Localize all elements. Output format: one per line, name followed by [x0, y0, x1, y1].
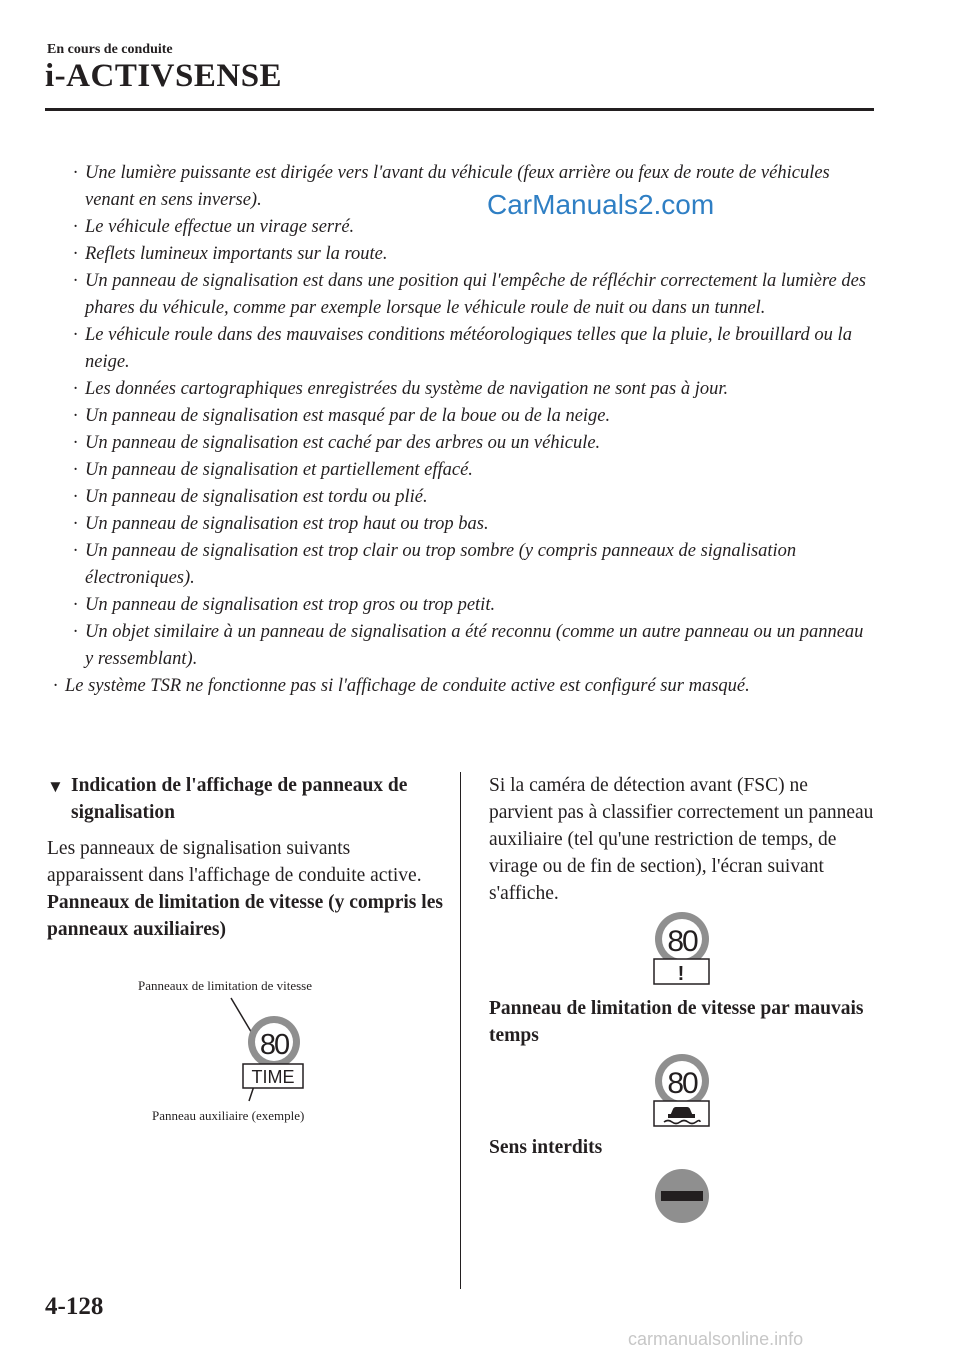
list-item	[58, 268, 873, 322]
triangle-down-icon: ▼	[47, 777, 64, 796]
chapter-title: i-ACTIVSENSE	[45, 58, 283, 94]
bullet-dot: ·	[73, 406, 78, 426]
bullet-dot: ·	[73, 163, 78, 183]
bullet-dot: ·	[73, 379, 78, 399]
list-item-text: Un panneau de signalisation et partiellement effacé.	[85, 460, 473, 480]
bullet-dot: ·	[53, 676, 58, 696]
speed-sign-unknown-aux	[650, 910, 714, 990]
column-divider	[460, 772, 461, 1289]
list-item	[58, 160, 873, 214]
footer-watermark: carmanualsonline.info	[628, 1329, 804, 1349]
list-item	[58, 484, 873, 511]
list-item	[58, 376, 873, 403]
bullet-dot: ·	[73, 595, 78, 615]
section-label: En cours de conduite	[47, 42, 173, 57]
bullet-dot: ·	[73, 541, 78, 561]
list-item	[58, 457, 873, 484]
speed-value: 80	[667, 925, 697, 958]
header-rule	[45, 108, 874, 111]
list-item	[58, 538, 873, 592]
list-item-text: Un panneau de signalisation est masqué par de la boue ou de la neige.	[85, 406, 611, 426]
figure-label-bottom: Panneau auxiliaire (exemple)	[152, 1108, 305, 1123]
list-item-text: Reflets lumineux importants sur la route.	[85, 244, 388, 264]
list-item-text: Les données cartographiques enregistrées du système de navigation ne sont pas à jour.	[85, 379, 729, 399]
aux-panel-text: TIME	[251, 1067, 295, 1087]
list-item-text: Un panneau de signalisation est trop clair ou trop sombre (y compris panneaux de signalisation électroniques).	[85, 541, 797, 588]
speed-sign-bad-weather	[650, 1052, 714, 1132]
list-item	[58, 214, 873, 241]
list-item-text: Un panneau de signalisation est trop haut ou trop bas.	[85, 514, 489, 534]
section-heading-text: Indication de l'affichage de panneaux de signalisation	[71, 775, 408, 823]
figure-label-top: Panneaux de limitation de vitesse	[138, 978, 313, 993]
intro-paragraph: Les panneaux de signalisation suivants apparaissent dans l'affichage de conduite active.	[47, 838, 422, 886]
list-item-text: Un panneau de signalisation est caché par des arbres ou un véhicule.	[85, 433, 601, 453]
list-item	[58, 322, 873, 376]
list-item	[53, 673, 873, 700]
bullet-dot: ·	[73, 244, 78, 264]
right-intro-paragraph: Si la caméra de détection avant (FSC) ne parvient pas à classifier correctement un panneau auxiliaire (tel qu'une restriction de temps, de virage ou de fin de section), l'écran suivant s'affiche.	[489, 775, 874, 904]
speed-limit-subheading: Panneaux de limitation de vitesse (y compris les panneaux auxiliaires)	[47, 892, 443, 940]
watermark: CarManuals2.com	[487, 189, 715, 220]
list-item-text: Un panneau de signalisation est dans une position qui l'empêche de réfléchir correctement la lumière des phares du véhicule, comme par exemple lorsque le véhicule roule de nuit ou dans un tunnel.	[85, 271, 866, 318]
section-heading	[47, 772, 447, 826]
bullet-dot: ·	[73, 433, 78, 453]
bullet-dot: ·	[73, 622, 78, 642]
right-column	[489, 772, 874, 907]
list-item-text: Le véhicule effectue un virage serré.	[85, 217, 355, 237]
list-item	[58, 592, 873, 619]
exclamation-icon: !	[677, 963, 685, 985]
bullet-dot: ·	[73, 460, 78, 480]
list-item	[58, 241, 873, 268]
speed-limit-aux-figure	[225, 995, 315, 1110]
list-item	[58, 619, 873, 673]
bullet-dot: ·	[73, 325, 78, 345]
no-entry-subheading: Sens interdits	[489, 1137, 603, 1158]
no-entry-icon	[652, 1166, 712, 1226]
speed-value: 80	[259, 1029, 289, 1061]
bullet-dot: ·	[73, 271, 78, 291]
list-item-text: Un panneau de signalisation est tordu ou plié.	[85, 487, 428, 507]
page-number: 4-128	[45, 1293, 104, 1320]
list-item	[58, 403, 873, 430]
list-item-text: Une lumière puissante est dirigée vers l'avant du véhicule (feux arrière ou feux de route de véhicules venant en sens inverse).	[85, 163, 830, 210]
list-item	[58, 430, 873, 457]
list-item	[58, 511, 873, 538]
weather-subheading: Panneau de limitation de vitesse par mauvais temps	[489, 998, 864, 1046]
bullet-dot: ·	[73, 514, 78, 534]
list-item-text: Un objet similaire à un panneau de signalisation a été reconnu (comme un autre panneau ou un panneau y ressemblant).	[85, 622, 864, 669]
speed-value: 80	[667, 1067, 697, 1100]
left-column	[47, 772, 447, 943]
list-item-text: Un panneau de signalisation est trop gros ou trop petit.	[85, 595, 496, 615]
list-item-text: Le véhicule roule dans des mauvaises conditions météorologiques telles que la pluie, le brouillard ou la neige.	[85, 325, 852, 372]
list-item-text: Le système TSR ne fonctionne pas si l'affichage de conduite active est configuré sur masqué.	[65, 676, 750, 696]
conditions-list	[53, 160, 873, 700]
bullet-dot: ·	[73, 487, 78, 507]
no-entry-bar	[661, 1191, 703, 1201]
leader-line-top	[231, 998, 253, 1035]
bullet-dot: ·	[73, 217, 78, 237]
